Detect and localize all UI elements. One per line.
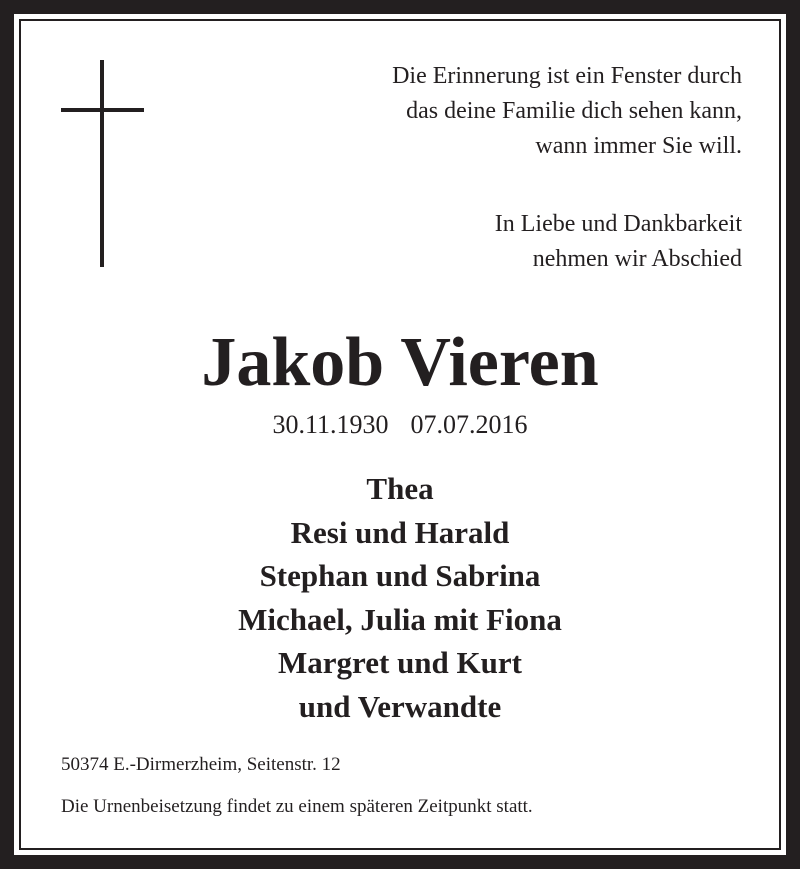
quote-line: wann immer Sie will. xyxy=(535,133,742,159)
cross-vertical-bar xyxy=(100,60,104,267)
death-date: 07.07.2016 xyxy=(410,410,528,439)
mourner-line: Stephan und Sabrina xyxy=(259,558,541,593)
quote-line: Die Erinnerung ist ein Fenster durch xyxy=(392,63,742,89)
memorial-quote xyxy=(222,59,742,164)
life-dates xyxy=(0,407,800,443)
mourners-list xyxy=(0,467,800,728)
quote-line: das deine Familie dich sehen kann, xyxy=(406,98,742,124)
mourner-line: Thea xyxy=(366,471,434,506)
birth-date: 30.11.1930 xyxy=(272,410,389,439)
address-text: 50374 E.-Dirmerzheim, Seitenstr. 12 xyxy=(61,754,341,775)
cross-horizontal-bar xyxy=(61,108,144,112)
farewell-line: nehmen wir Abschied xyxy=(532,246,742,272)
mourner-line: Resi und Harald xyxy=(290,514,510,550)
deceased-name: Jakob Vieren xyxy=(201,324,599,401)
burial-notice: Die Urnenbeisetzung findet zu einem späteren Zeitpunkt statt. xyxy=(61,796,533,817)
farewell-text xyxy=(222,207,742,277)
mourner-line: und Verwandte xyxy=(298,688,502,724)
mourner-line: Margret und Kurt xyxy=(278,645,522,680)
mourner-line: Michael, Julia mit Fiona xyxy=(238,601,562,637)
farewell-line: In Liebe und Dankbarkeit xyxy=(494,211,742,237)
